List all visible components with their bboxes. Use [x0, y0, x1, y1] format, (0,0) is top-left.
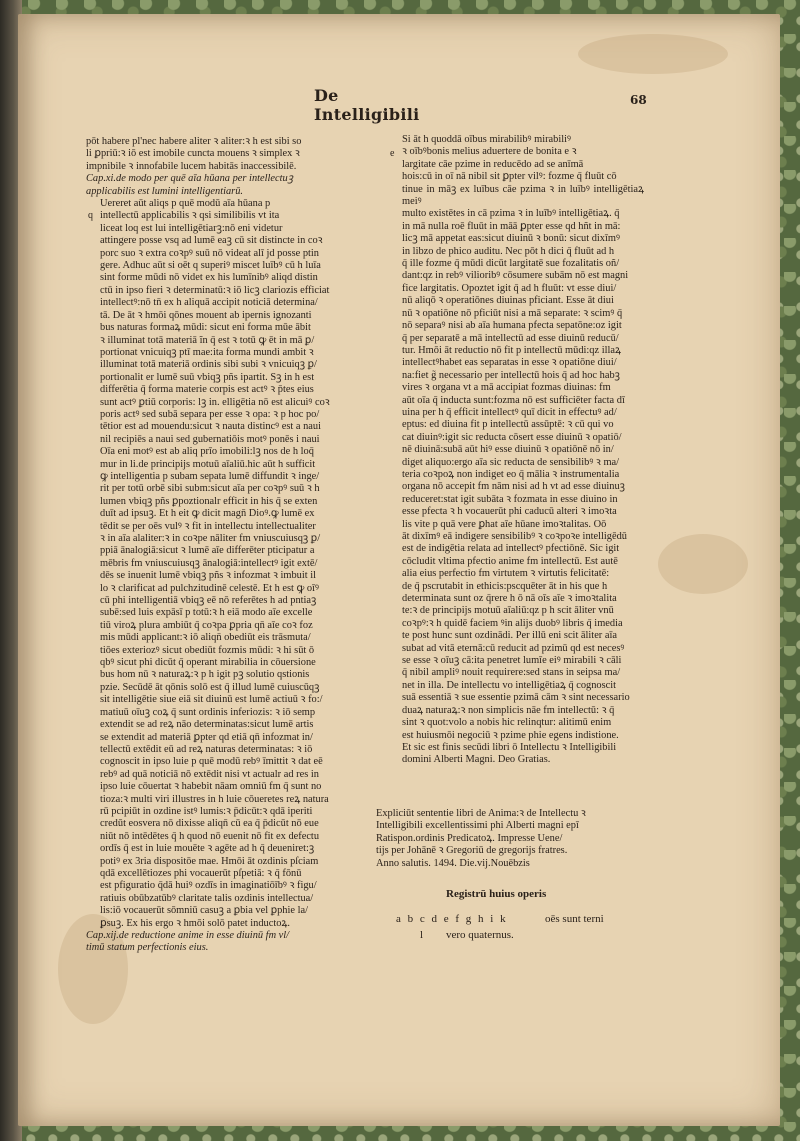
foxing-stain: [578, 34, 728, 74]
chapter-rubric: Cap.xi.de modo per quē aīa hūana per intellectuꝫ applicabilis est lumini intelligentiarū.: [86, 173, 294, 197]
registrum-note: vero quaternus.: [446, 929, 514, 941]
left-text-column: [86, 136, 350, 955]
initial-letter-guide: q: [88, 210, 93, 222]
paragraph: Si āt h quoddā oībus mirabilibꝰ mirabiliꝰ ꝛ oībꝰbonis melius aduertere de bonita e ꝛ largitate cāe pzime in reducēdo ad se anīmā hois:cū in oī nā nibil sit ꝑpter vilꝰ: fozme q̄ fluūt cō tinue in māꝫ ex luībus cāe pzima ꝛ in luībꝰ intelligētiaꝝ meiꝰ multo existētes in cā pzima ꝛ in luībꝰ intelligētiaꝝ. q̄ in mā nulla roē fluūt in māā ꝑpter esse qd hñt in mā: licꝫ mā appetat eas:sicut diuinū ꝛ bonū: sicut dixīmꝰ in libzo de phico auditu. Nec pōt h dici q̄ fluūt ad h q̄ ille fozme q̄ mūdi dicūt largitatē sue fozalitatis oñ/ dant:qz in rebꝰ vilioribꝰ cōsumere subām nō est magni fice largitatis. Opoztet igit q̄ ad h fluūt: vt esse diui/ nū aliqō ꝛ operatiōnes diuinas pficiant. Esse āt diui nū ꝛ opatiōne nō pficiūt nisi a mā separate: ꝛ scimꝰ q̄ nō separaꝰ nisi ab aīa humana pfecta sepatōne:oz igit q̄ per separatē a mā intellectū ad esse diuinū reducū/ tur. Hmōi āt reductio nō fit p intellectū mūdi:qz illaꝝ intellectꝰhabet eas separatas in esse ꝛ opatiōne diui/ na:fiet g̃ necessario per intellectū hois q̄ ad hoc habꝫ vires ꝛ organa vt a mā accipiat fozmas diuinas: fm aūt oīa q̄ inducta sunt:fozma nō est sufficiēter facta dī uina per h q̄ efficit intellectꝰ quī dicit in effectuꝰ ad/ eptus: ed diuina fit p intellectū assūptē: ꝛ cū qui vo cat diuinꝰ:igit sic reducta cōsert esse diuinū ꝛ opatiō/ nē diuinā:subā aūt hiꝰ esse diuinū ꝛ opatiōnē nō in/ diget aliquo:ergo aīa sic reducta de sensibilibꝰ ꝛ ma/ teria coꝛpoꝝ non indiget eo q̄ mālia ꝛ instrumentalia organa nō accepit fm nām nisi ad h vt ad esse diuinuꝫ reduceret:stat igit subāta ꝛ fozmata in esse diuino in esse pfecta ꝛ h vocauerūt phi caducū alteri ꝛ imoꝛta lis vite p quā vere ꝑhat aīe hūane imoꝛtalitas. Oō āt dixīmꝰ eā indigere sensibilibꝰ ꝛ coꝛpoꝛe intelligēdū est de indigētia relata ad intellectꝰ pfectiōnē. Sic igit cōcludit vltima pfectio anime fm intellectū. Est autē alia eius perfectio fm virtutem ꝛ virtutis felicitatē: de q̄ pscrutabit in ethicis:pscquēter āt in his que h determinata sunt oz q̄rere h ō nā oīs aīe ꝛ imoꝛtalita te:ꝛ de principijs motuū aīaliū:qz p h scit āliter vnū coꝛpꝰ:ꝛ h quidē faciem ꝰin alijs duobꝰ libris q̄ imedia te post hunc sunt ozdinādi. Per illū eni scit āliter aīa subat ad vitā eternā:cū reducit ad pzimū qd est necesꝰ se esse ꝛ oīuꝫ cā:ita penetret lumīe eiꝰ mirabili ꝛ cāli q̄ nibil ampliꝰ nouit requirere:sed stans in seipsa ma/ net in illa. De intellectu vo intelligētiaꝝ q̄ cognoscit suā essentiā ꝛ sue essentie pzimā cām ꝛ sint necessario duaꝝ naturaꝝ:ꝛ non simplicis nāe fm intellectū: ꝛ q̄ sint ꝛ quot:volo a nobis hic relinqtur: alitimū enim est huiusmōi negociū ꝛ pzime phie egens indistione. Et sic est finis secūdi libri ō Intellectu ꝛ Intelligibili domini Alberti Magni. Deo Gratias.: [402, 134, 644, 766]
chapter-rubric: Cap.xij.de reductione anime in esse diuinū fm vl/ timū statum perfectionis eius.: [86, 930, 290, 954]
colophon: Expliciūt sententie libri de Anima:ꝛ de Intellectu ꝛ Intelligibili excellentissimi phi Alberti magni epī Ratispon.ordinis Predicatoꝝ. Impresse Uene/ tijs per Johānē ꝛ Gregoriū de gregorijs fratres. Anno salutis. 1494. Die.vij.Nouēbzis: [376, 808, 586, 869]
registrum-signature-l: l: [420, 929, 424, 941]
paragraph: pōt habere pl'nec habere aliter ꝛ aliter:ꝛ h est sibi so li ꝑpriū:ꝛ iō est imobile cuncta mouens ꝛ simplex ꝛ impnibile ꝛ innofabile lucem habitās inaccessibilē.: [86, 136, 302, 172]
right-text-column: [376, 134, 644, 767]
folio-number: 68: [630, 93, 647, 107]
registrum-note: oēs sunt terni: [545, 913, 604, 925]
registrum-signatures: a b c d e f g h i k: [396, 913, 508, 925]
page-header-title: De Intelligibili: [314, 86, 420, 124]
paragraph: Uereret aūt aliqs p quē modū aīa hūana p intellectū applicabilis ꝛ qsi similibilis vt ita liceat loq est lui intelligētiarꝫ:nō eni videtur attingere posse vsq ad lumē eaꝫ cū sit distincte in coꝛ porc suo ꝛ extra coꝛpꝰ suū nō videat alī jd posse ptin gere. Adhuc aūt si oēt q superiꝰ miscet luībꝰ cū h luīa sint forme mūdi nō videt ex his lumīnibꝰ aliqd distin ctū in ipso fieri ꝛ determinatū:ꝛ iō licꝫ clariozis efficiat intellectꝰ:nō tn̄ ex h aliquā accipit noticiā determina/ tā. De āt ꝛ hmōi qōnes mouent ab ipernis ignozanti bus naturas formaꝝ mūdi: sicut eni forma mūe ābit ꝛ illuminat totā materiā ĩn q̄ est ꝛ totū ꝙ ēt in mā ꝑ/ portionat vnicuiqꝫ ptī mae:ita forma mundi ambit ꝛ illuminat totā materiā ordinis sibi subi ꝛ vnicuiqꝫ ꝑ/ portionalit er lumē suū vbiqꝫ pñs ipartit. Sꝫ in h est differētia q̄ forma materie corpis est actꝰ ꝛ p̄tes eius sunt actꝰ ꝑtiū corporis: lꝫ in. elligētia nō est alicuiꝰ coꝛ poris actꝰ sed subā separa per esse ꝛ opa: ꝛ p hoc po/ tētior est ad mouendu:sicut ꝛ nauta distincꝰ est a naui nil recipiēs a naui sed gubernatiōis motꝰ ponēs i naui Oīa eni motꝰ est ab aliq prīo imobili:lꝫ nos de h loq̄ mur in li.de principijs motuū aīaliū.hic aūt h sufficit ꝙ intelligentia p subam sepata lumē diffundit ꝛ inge/ rit per totū orbē sibi subm:sicut aīa per coꝛpꝰ suū ꝛ h lumen vbiqꝫ pñs ꝑpoztionalr efficit in his q̄ se exten duīt ad ipsuꝫ. Et h eit ꝙ dicit magn̄ Dioꝰ.ꝙ lumē ex tēdit se per oēs vulꝰ ꝛ fit in intellectu intellectualiter ꝛ in aīa alaliter:ꝛ in coꝛpe nāliter fm vniuscuiusqꝫ ꝑ/ ppiā ānalogiā:sicut ꝛ lumē aīe differēter pticipatur a mēbris fm vniuscuiusqꝫ ānalogiā:intellectꝰ igit extē/ dēs se inuenit lumē vbiqꝫ pñs ꝛ infozmat ꝛ imbuit il lo ꝛ clarificat ad pulchzitudinē celestē. Et h est ꝙ oīꝰ cū phi intelligentiā vbiqꝫ eē nō referētes h ad pntiaꝫ subē:sed luis expāsī p totū:ꝛ h eiā modo aīe excelle tiū viroꝝ plura ambiūt q̄ coꝛpa ꝑpria qn̄ aīe coꝛ foz mis mūdi applicant:ꝛ iō aliqn̄ obediūt eis trāsmuta/ tiōes exteriozꝰ sicut obediūt fozmis mūdi: ꝛ hi sūt ō qbꝰ sicut phi dicūt q̄ operant mirabilia in cōuersione bus hom nū ꝛ naturaꝝ:ꝛ p h igit pꝫ solutio qstionis pzie. Secūdē āt qōnis solō est q̄ illud lumē cuiuscūqꝫ sit intelligētie siue eiā sit diuinū est lumē actiuū ꝛ fo:/ matiuū oīuꝫ coꝝ q̄ sunt ordinis inferiozis: ꝛ iō semp extendit se ad reꝝ nāo determinatas:sicut lumē artis se extendit ad materiā ꝑpter qd etiā qn̄ infozmat in/ tellectū extēdit eū ad reꝝ naturas determinatas: ꝛ iō cognoscit in ipso luie p quē modū rebꝰ īmittit ꝛ dat eē rebꝰ ad quā noticiā nō extēdit nisi vt actualr ad res in ipso luie cōuertat ꝛ habebit nāam omniū fm q̄ sunt no tioza:ꝛ multi viri illustres in h luie cōueretes reꝝ natura rū pcipiūt in ozdine istꝰ lumis:ꝛ p̄dicūt:ꝛ qdā iperiti credūt eosvera nō dixisse aliqn̄ cū ea q̄ p̄dicūt nō eue niūt nō intēdētes q̄ h quod nō euenit nō fit ex defectu ordīs q̄ est in luie mouēte ꝛ agēte ad h q̄ deueniret:ꝫ potiꝰ ex 3ria dispositōe mae. Hmōi āt ozdinis pſciam qdā excellētiozes phi vocauerūt pſpetiā: ꝛ q̄ fōnū est pfiguratio q̄dā huiꝰ ozdīs in imaginatiōībꝰ ꝛ figu/ ratiuis obūbzatūbꝰ claritate talis ozdinis intellectua/ lis:iō vocauerūt sōmniū casuꝫ a ꝑbia vel ꝑphie la/ ꝑsuꝫ. Ex his ergo ꝛ hmōi solō patet inductoꝝ.: [100, 198, 330, 929]
foxing-stain: [658, 534, 748, 594]
registrum-title: Registrū huius operis: [446, 888, 547, 900]
initial-letter-guide: e: [390, 148, 395, 159]
